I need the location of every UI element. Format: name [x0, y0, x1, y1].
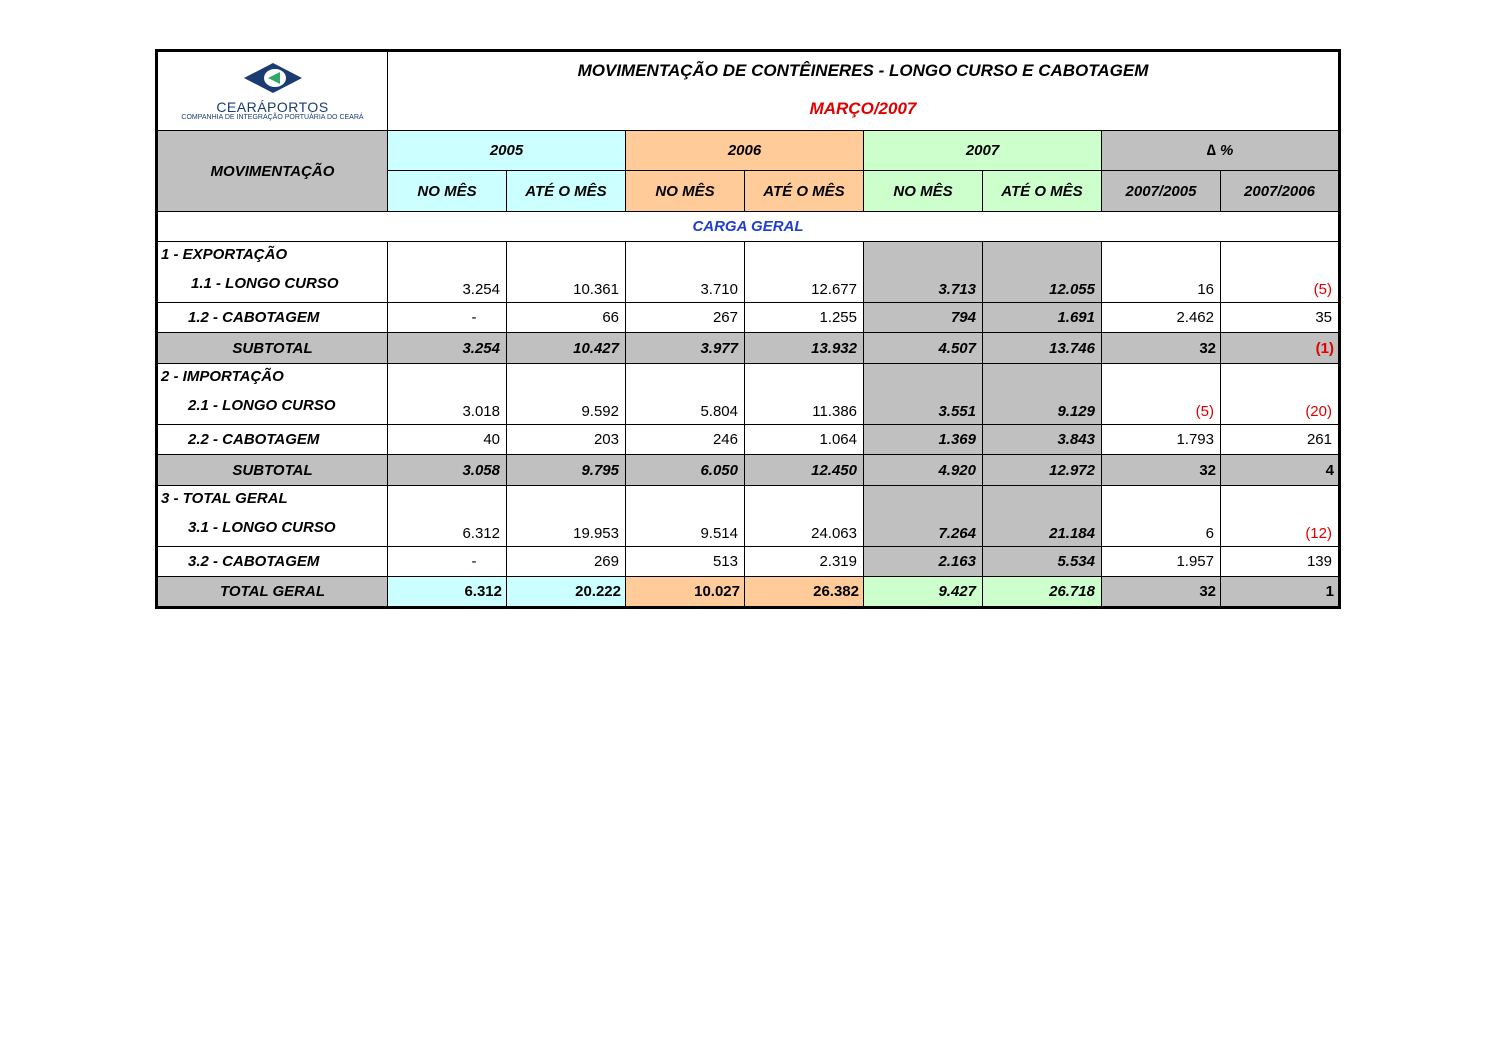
cell-delta-2007-2006: 261	[1221, 425, 1340, 455]
cell-2005-no-mes: 3.254	[388, 333, 507, 364]
cell-2006-ate-o-mes: 26.382	[745, 577, 864, 608]
cearaportos-logo-icon	[240, 61, 306, 95]
cell-delta-2007-2006: 1	[1221, 577, 1340, 608]
cell-2007-no-mes: 9.427	[864, 577, 983, 608]
cell-2005-ate-o-mes: 269	[507, 547, 626, 577]
row-label: 1.2 - CABOTAGEM	[157, 303, 388, 333]
row-label: 3.2 - CABOTAGEM	[157, 547, 388, 577]
cell-delta-2007-2006: 35	[1221, 303, 1340, 333]
cell-2006-no-mes: 246	[626, 425, 745, 455]
cell-2005-no-mes: 3.018	[388, 364, 507, 425]
cell-2007-ate-o-mes: 9.129	[983, 364, 1102, 425]
cell-2006-ate-o-mes: 2.319	[745, 547, 864, 577]
table-row	[157, 364, 1340, 425]
container-movement-table	[155, 49, 1341, 609]
cell-2006-no-mes: 9.514	[626, 486, 745, 547]
cell-delta-2007-2005: 6	[1102, 486, 1221, 547]
cell-2005-no-mes: 6.312	[388, 486, 507, 547]
report-title: MOVIMENTAÇÃO DE CONTÊINERES - LONGO CURSO E CABOTAGEM	[577, 61, 1149, 80]
cell-2005-ate-o-mes: 10.427	[507, 333, 626, 364]
cell-2007-no-mes: 1.369	[864, 425, 983, 455]
cell-2006-ate-o-mes: 12.677	[745, 242, 864, 303]
cell-delta-2007-2006: 139	[1221, 547, 1340, 577]
cell-2007-ate-o-mes: 1.691	[983, 303, 1102, 333]
cell-2006-no-mes: 3.710	[626, 242, 745, 303]
cell-2005-no-mes: 3.058	[388, 455, 507, 486]
subtotal-label: SUBTOTAL	[157, 333, 388, 364]
row-label: 2.2 - CABOTAGEM	[157, 425, 388, 455]
cell-2005-ate-o-mes: 66	[507, 303, 626, 333]
cell-2007-no-mes: 4.920	[864, 455, 983, 486]
header-2006-no-mes: NO MÊS	[626, 171, 745, 212]
subtotal-row	[157, 333, 1340, 364]
cell-2005-no-mes: -	[388, 303, 507, 333]
header-year-2007: 2007	[864, 131, 1102, 171]
group-title-cell	[157, 242, 388, 303]
total-row	[157, 577, 1340, 608]
cell-2007-no-mes: 4.507	[864, 333, 983, 364]
company-logo	[157, 51, 388, 131]
subtotal-row	[157, 455, 1340, 486]
cell-2005-no-mes: -	[388, 547, 507, 577]
logo-name: CEARÁPORTOS	[216, 98, 329, 115]
section-carga-geral: CARGA GERAL	[157, 212, 1340, 242]
header-movimentacao: MOVIMENTAÇÃO	[157, 131, 388, 212]
cell-2006-no-mes: 3.977	[626, 333, 745, 364]
cell-delta-2007-2006: (5)	[1221, 242, 1340, 303]
row-label: 2.1 - LONGO CURSO	[188, 397, 336, 414]
header-2007-no-mes: NO MÊS	[864, 171, 983, 212]
header-year-2006: 2006	[626, 131, 864, 171]
table-row	[157, 303, 1340, 333]
cell-2006-ate-o-mes: 1.255	[745, 303, 864, 333]
report-period: MARÇO/2007	[809, 99, 917, 118]
cell-2007-no-mes: 2.163	[864, 547, 983, 577]
cell-2005-ate-o-mes: 9.795	[507, 455, 626, 486]
cell-2006-no-mes: 5.804	[626, 364, 745, 425]
cell-2007-no-mes: 7.264	[864, 486, 983, 547]
cell-2005-no-mes: 40	[388, 425, 507, 455]
header-delta: ∆ %	[1102, 131, 1340, 171]
cell-2005-ate-o-mes: 19.953	[507, 486, 626, 547]
row-label: 1.1 - LONGO CURSO	[191, 275, 339, 292]
cell-2007-ate-o-mes: 21.184	[983, 486, 1102, 547]
cell-delta-2007-2006: (20)	[1221, 364, 1340, 425]
group-title-cell	[157, 486, 388, 547]
cell-delta-2007-2005: 1.793	[1102, 425, 1221, 455]
cell-2005-ate-o-mes: 203	[507, 425, 626, 455]
cell-2005-ate-o-mes: 20.222	[507, 577, 626, 608]
header-2005-no-mes: NO MÊS	[388, 171, 507, 212]
cell-2007-ate-o-mes: 26.718	[983, 577, 1102, 608]
header-delta-2007-2005: 2007/2005	[1102, 171, 1221, 212]
table-row	[157, 242, 1340, 303]
cell-delta-2007-2005: (5)	[1102, 364, 1221, 425]
cell-2007-no-mes: 3.713	[864, 242, 983, 303]
cell-2006-ate-o-mes: 24.063	[745, 486, 864, 547]
cell-2005-no-mes: 6.312	[388, 577, 507, 608]
group-title: 2 - IMPORTAÇÃO	[161, 368, 284, 385]
logo-subtitle: COMPANHIA DE INTEGRAÇÃO PORTUÁRIA DO CEARÁ	[181, 113, 364, 121]
group-title: 3 - TOTAL GERAL	[161, 490, 288, 507]
cell-delta-2007-2005: 16	[1102, 242, 1221, 303]
cell-2005-ate-o-mes: 10.361	[507, 242, 626, 303]
cell-delta-2007-2006: (1)	[1221, 333, 1340, 364]
table-row	[157, 486, 1340, 547]
header-2007-ate-o-mes: ATÉ O MÊS	[983, 171, 1102, 212]
table-row	[157, 547, 1340, 577]
table-row	[157, 425, 1340, 455]
cell-2006-ate-o-mes: 13.932	[745, 333, 864, 364]
cell-2007-no-mes: 3.551	[864, 364, 983, 425]
cell-2005-ate-o-mes: 9.592	[507, 364, 626, 425]
cell-2007-ate-o-mes: 3.843	[983, 425, 1102, 455]
cell-2006-no-mes: 6.050	[626, 455, 745, 486]
cell-delta-2007-2005: 1.957	[1102, 547, 1221, 577]
cell-delta-2007-2006: 4	[1221, 455, 1340, 486]
title-cell	[388, 51, 1340, 131]
cell-2007-ate-o-mes: 13.746	[983, 333, 1102, 364]
header-delta-2007-2006: 2007/2006	[1221, 171, 1340, 212]
subtotal-label: SUBTOTAL	[157, 455, 388, 486]
cell-2006-ate-o-mes: 11.386	[745, 364, 864, 425]
cell-delta-2007-2005: 32	[1102, 333, 1221, 364]
cell-2006-ate-o-mes: 1.064	[745, 425, 864, 455]
cell-2006-ate-o-mes: 12.450	[745, 455, 864, 486]
cell-delta-2007-2006: (12)	[1221, 486, 1340, 547]
cell-2006-no-mes: 513	[626, 547, 745, 577]
cell-2007-no-mes: 794	[864, 303, 983, 333]
total-label: TOTAL GERAL	[157, 577, 388, 608]
row-label: 3.1 - LONGO CURSO	[188, 519, 336, 536]
cell-2007-ate-o-mes: 5.534	[983, 547, 1102, 577]
cell-delta-2007-2005: 32	[1102, 577, 1221, 608]
cell-2005-no-mes: 3.254	[388, 242, 507, 303]
header-2006-ate-o-mes: ATÉ O MÊS	[745, 171, 864, 212]
group-title-cell	[157, 364, 388, 425]
cell-delta-2007-2005: 32	[1102, 455, 1221, 486]
group-title: 1 - EXPORTAÇÃO	[161, 246, 288, 263]
cell-2007-ate-o-mes: 12.972	[983, 455, 1102, 486]
cell-2006-no-mes: 10.027	[626, 577, 745, 608]
cell-2007-ate-o-mes: 12.055	[983, 242, 1102, 303]
cell-2006-no-mes: 267	[626, 303, 745, 333]
cell-delta-2007-2005: 2.462	[1102, 303, 1221, 333]
header-2005-ate-o-mes: ATÉ O MÊS	[507, 171, 626, 212]
header-year-2005: 2005	[388, 131, 626, 171]
